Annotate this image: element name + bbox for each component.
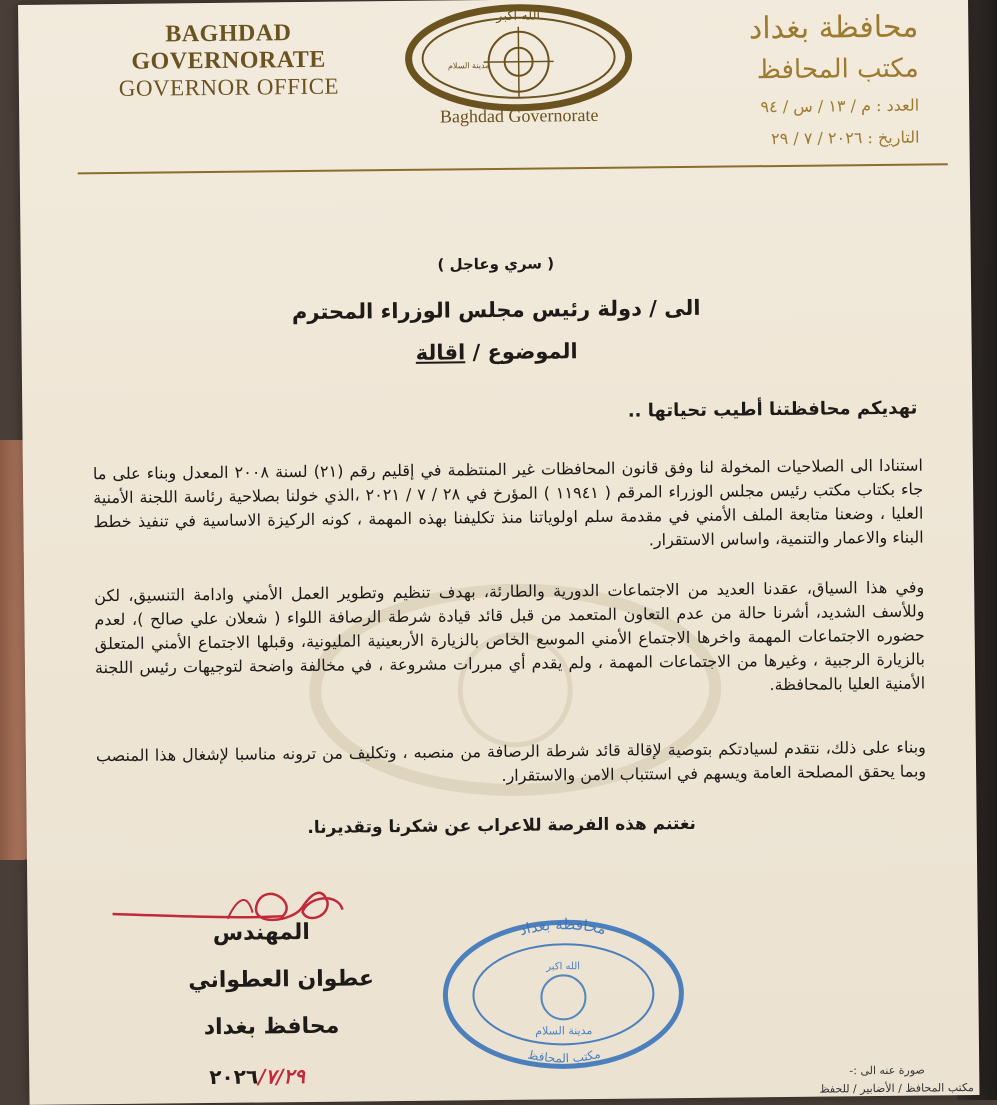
date-label: التاريخ : bbox=[867, 127, 920, 148]
ref-label: العدد : م / ١٣ / bbox=[817, 95, 920, 116]
signature-date-printed: ٢٠٢٦ bbox=[209, 1064, 259, 1090]
stamp-top-text: محافظة بغداد bbox=[517, 915, 609, 940]
letter-page bbox=[18, 0, 979, 1105]
subject-value: اقالة bbox=[415, 340, 466, 365]
confidentiality-label: ( سري وعاجل ) bbox=[437, 254, 555, 274]
closing-line: نغتنم هذه الفرصة للاعراب عن شكرنا وتقديرنا. bbox=[307, 813, 697, 838]
body-paragraph-3: وبناء على ذلك، نتقدم لسيادتكم بتوصية لإقالة قائد شرطة الرصافة من منصبه ، وتكليف من ترونه مناسبا لإشغال هذا المنصب وبما يحقق المصلحة العامة ويسهم في استتباب الامن والاستقرار. bbox=[95, 737, 927, 785]
logo-caption: Baghdad Governorate bbox=[439, 104, 599, 127]
logo-city-text: مدينة السلام bbox=[447, 61, 490, 71]
header-ar-governorate: محافظة بغداد bbox=[748, 9, 919, 47]
header-en-office: GOVERNOR OFFICE bbox=[118, 73, 340, 101]
header-date bbox=[771, 128, 920, 149]
cc-title: صورة عنه الى :- bbox=[849, 1063, 925, 1078]
ref-value: س / ٩٤ bbox=[760, 96, 813, 117]
governorate-logo bbox=[403, 0, 634, 136]
body-paragraph-2: وفي هذا السياق، عقدنا العديد من الاجتماعات الدورية والطارئة، بهدف تنظيم وتطوير العمل الأمني وادامة التنسيق، لكن وللأسف الشديد، أشرنا حالة من عدم التعاون المتعمد من قبل قائد قيادة شرطة الرصافة اللواء ( شعلان علي صالح )، لعدم حضوره الاجتماعات المهمة واخرها الاجتماع الأمني الموسع الخاص بالزيارة الأربعينية المليونية، وقبلها الاجتماع الأمني المتعلق بالزيارة الرجبية ، وغيرها من الاجتماعات المهمة ، ولم يقدم أي مبررات مشروعة ، في مخالفة واضحة لتوجيهات رئيس اللجنة الأمنية العليا بالمحافظة. bbox=[94, 577, 926, 695]
stamp-city: مدينة السلام bbox=[535, 1024, 593, 1038]
header-ar-office: مكتب المحافظ bbox=[756, 53, 919, 86]
recipient: الى / دولة رئيس مجلس الوزراء المحترم bbox=[291, 295, 701, 325]
official-stamp-icon bbox=[438, 908, 690, 1076]
signatory-title: المهندس bbox=[212, 919, 311, 946]
stamp-lower-text: مكتب المحافظ bbox=[526, 1046, 602, 1066]
signatory-position: محافظ بغداد bbox=[203, 1013, 340, 1041]
logo-motto: الله اكبر bbox=[496, 8, 541, 24]
header-divider bbox=[78, 163, 948, 174]
signatory-name: عطوان العطواني bbox=[188, 966, 375, 994]
header-reference-number bbox=[760, 96, 919, 117]
svg-text:محافظة بغداد bbox=[517, 915, 608, 940]
stamp-motto: الله اكبر bbox=[546, 961, 581, 973]
header-en-governorate: BAGHDAD GOVERNORATE bbox=[131, 20, 326, 75]
cc-item: مكتب المحافظ / الأضابير / للحفظ bbox=[819, 1081, 974, 1096]
signature-date bbox=[209, 1064, 305, 1089]
body-paragraph-1: استنادا الى الصلاحيات المخولة لنا وفق قانون المحافظات غير المنتظمة في إقليم رقم (٢١) لسنة ٢٠٠٨ المعدل وبناء على ما جاء بكتاب مكتب رئيس مجلس الوزراء المرقم ( ١١٩٤١ ) المؤرخ في ٢٨ / ٧ / ٢٠٢١ ،الذي خولنا بصلاحية رئاسة اللجنة الأمنية العليا ، وضعنا متابعة الملف الأمني في مقدمة سلم اولوياتنا منذ تكليفنا بهذه المهمة ، كونه الركيزة الاساسية في تنفيذ خطط البناء والاعمار والتنمية، واساس الاستقرار. bbox=[92, 455, 924, 550]
subject-label: الموضوع / bbox=[465, 339, 578, 365]
subject-line bbox=[22, 335, 972, 369]
signature-date-handwritten: /٧/٢٩ bbox=[257, 1064, 306, 1089]
date-value: ٢٠٢٦ / ٧ / ٢٩ bbox=[770, 128, 863, 149]
greeting: تهديكم محافظتنا أطيب تحياتها .. bbox=[627, 397, 918, 422]
